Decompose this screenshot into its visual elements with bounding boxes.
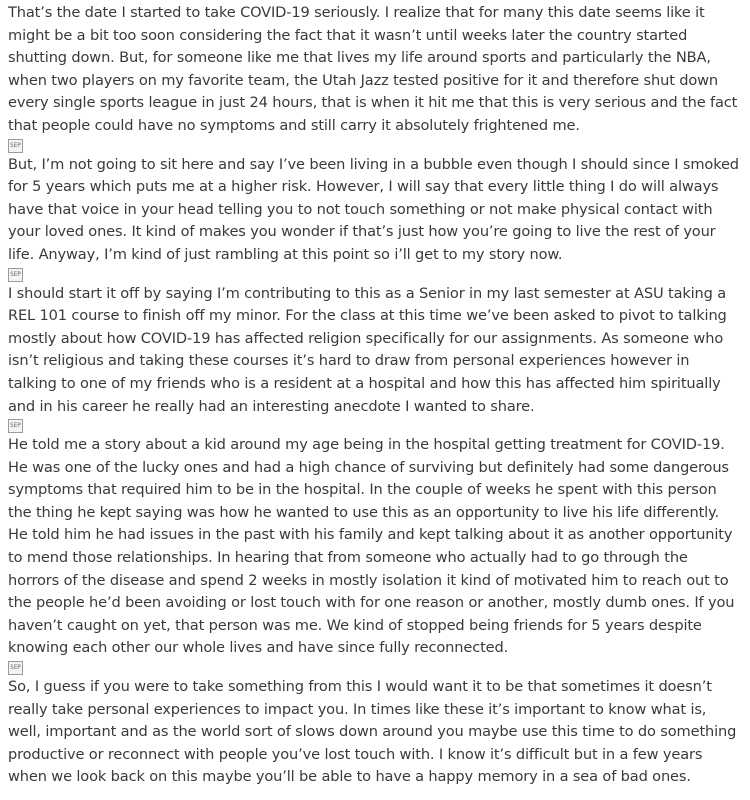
separator-glyph-icon: SEP [8,661,23,675]
separator-glyph-icon: SEP [8,419,23,433]
paragraph-1: That’s the date I started to take COVID-19 seriously. I realize that for many this date seems like it might be a bit too soon considering the fact that it wasn’t until weeks later the country started shutting down. But, for someone like me that lives my life around sports and particularly the NBA, when two players on my favorite team, the Utah Jazz tested positive for it and therefore shut down every single sports league in just 24 hours, that is when it hit me that this is very serious and the fact that people could have no symptoms and still carry it absolutely frightened me. [8,4,738,134]
paragraph-3: I should start it off by saying I’m contributing to this as a Senior in my last semester at ASU taking a REL 101 course to finish off my minor. For the class at this time we’ve been asked to pivot to talking mostly about how COVID-19 has affected religion specifically for our assignments. As someone who isn’t religious and taking these courses it’s hard to draw from personal experiences however in talking to one of my friends who is a resident at a hospital and how this has affected him spiritually and in his career he really had an interesting anecdote I wanted to share. [8,284,727,415]
separator-glyph-icon: SEP [8,268,23,282]
paragraph-2: But, I’m not going to sit here and say I’ve been living in a bubble even though I should since I smoked for 5 years which puts me at a higher risk. However, I will say that every little thing I do will always have that voice in your head telling you to not touch something or not make physical contact with your loved ones. It kind of makes you wonder if that’s just how you’re going to live the rest of your life. Anyway, I’m kind of just rambling at this point so i’ll get to my story now. [8,155,739,263]
paragraph-4: He told me a story about a kid around my age being in the hospital getting treatment for COVID-19. He was one of the lucky ones and had a high chance of surviving but definitely had some dangerous symptoms that required him to be in the hospital. In the couple of weeks he spent with this person the thing he kept saying was how he wanted to use this as an opportunity to live his life differently. He told him he had issues in the past with his family and kept talking about it as another opportunity to mend those relationships. In hearing that from someone who actually had to go through the horrors of the disease and spend 2 weeks in mostly isolation it kind of motivated him to reach out to the people he’d been avoiding or lost touch with for one reason or another, mostly dumb ones. If you haven’t caught on yet, that person was me. We kind of stopped being friends for 5 years despite knowing each other our whole lives and have since fully reconnected. [8,436,735,657]
paragraph-5: So, I guess if you were to take something from this I would want it to be that sometimes it doesn’t really take personal experiences to impact you. In times like these it’s important to know what is, well, important and as the world sort of slows down around you maybe use this time to do something productive or reconnect with people you’ve lost touch with. I know it’s difficult but in a few years when we look back on this maybe you’ll be able to have a happy memory in a sea of bad ones. [8,678,737,786]
separator-glyph-icon: SEP [8,139,23,153]
